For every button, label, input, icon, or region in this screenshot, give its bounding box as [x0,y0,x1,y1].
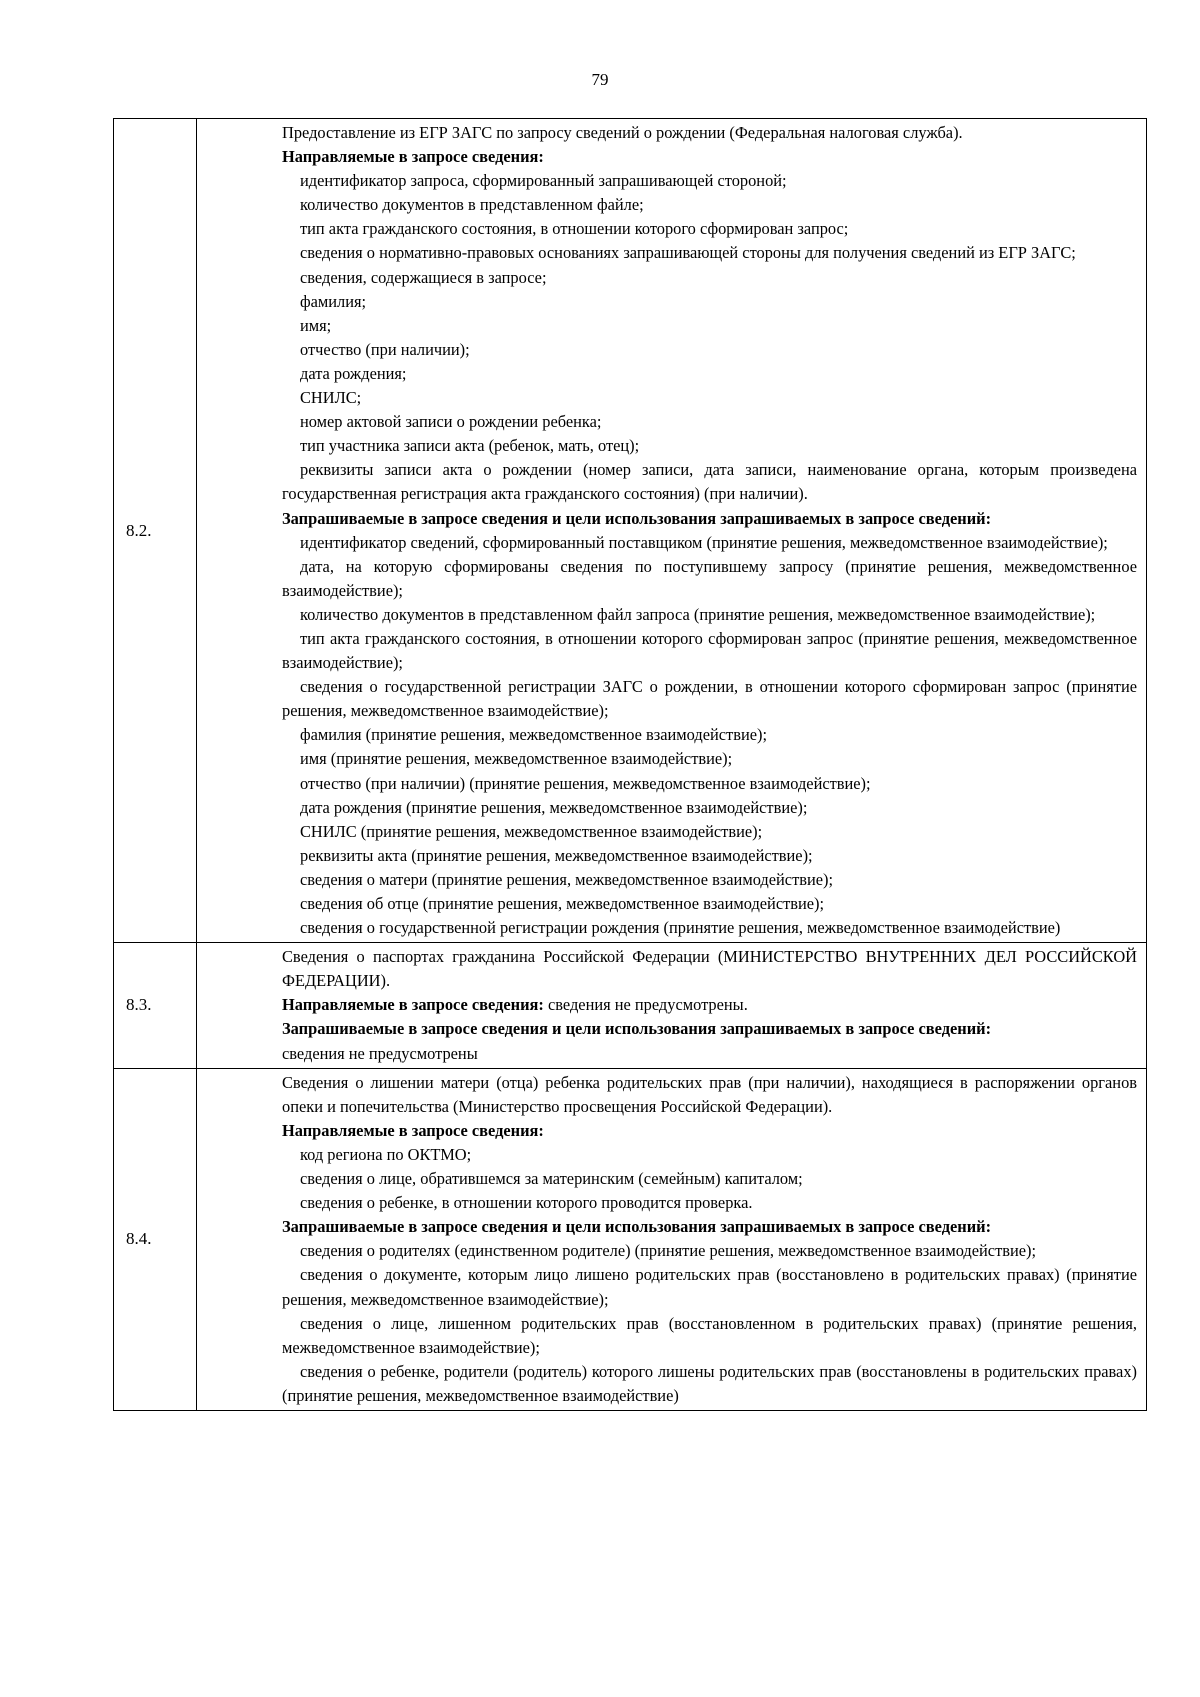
list-item: сведения о лице, обратившемся за материнским (семейным) капиталом; [300,1169,803,1189]
list-item: тип акта гражданского состояния, в отношении которого сформирован запрос; [300,219,849,239]
list-item: СНИЛС; [300,388,362,408]
list-item: сведения о государственной регистрации ЗАГС о рождении, в отношении которого сформирован запрос (принятие решения, межведомственное взаимодействие); [282,677,1137,721]
list-item: сведения о государственной регистрации рождения (принятие решения, межведомственное взаимодействие) [300,918,1061,938]
row-number: 8.2. [114,119,197,943]
list-item: сведения о матери (принятие решения, межведомственное взаимодействие); [300,869,834,889]
list-item: сведения о документе, которым лицо лишено родительских прав (восстановлено в родительских правах) (принятие решения, межведомственное взаимодействие); [282,1265,1137,1309]
list-item: сведения о ребенке, в отношении которого проводится проверка. [300,1193,753,1213]
row-number: 8.4. [114,1068,197,1410]
row-title: Предоставление из ЕГР ЗАГС по запросу сведений о рождении (Федеральная налоговая служба). [282,123,963,142]
list-item: сведения о нормативно-правовых основаниях запрашивающей стороны для получения сведений из ЕГР ЗАГС; [300,243,1076,263]
requested-heading: Запрашиваемые в запросе сведения и цели использования запрашиваемых в запросе сведений: [282,508,992,528]
table-row [114,119,1147,943]
row-title: Сведения о лишении матери (отца) ребенка родительских прав (при наличии), находящиеся в распоряжении органов опеки и попечительства (Министерство просвещения Российской Федерации). [282,1072,1137,1116]
row-number: 8.3. [114,943,197,1068]
list-item: сведения о лице, лишенном родительских прав (восстановленном в родительских правах) (принятие решения, межведомственное взаимодействие); [282,1313,1137,1357]
list-item: отчество (при наличии); [300,339,470,359]
list-item: сведения об отце (принятие решения, межведомственное взаимодействие); [300,894,825,913]
sent-heading: Направляемые в запросе сведения: [282,1120,544,1140]
row-content [197,943,1147,1068]
list-item: идентификатор запроса, сформированный запрашивающей стороной; [300,171,787,191]
list-item: СНИЛС (принятие решения, межведомственное взаимодействие); [300,821,763,841]
list-item: количество документов в представленном файл запроса (принятие решения, межведомственное взаимодействие); [300,604,1096,624]
list-item: сведения о ребенке, родители (родитель) которого лишены родительских прав (восстановлены в родительских правах) (принятие решения, межведомственное взаимодействие) [282,1361,1137,1405]
sent-heading-line [282,993,1137,1017]
list-item: тип участника записи акта (ребенок, мать, отец); [300,436,640,456]
list-item: имя (принятие решения, межведомственное взаимодействие); [300,749,733,769]
document-table [113,118,1147,1411]
list-item: идентификатор сведений, сформированный поставщиком (принятие решения, межведомственное взаимодействие); [300,532,1108,552]
row-content [197,119,1147,943]
table-row [114,1068,1147,1410]
sent-heading: Направляемые в запросе сведения: [282,147,544,167]
list-item: дата рождения; [300,363,407,383]
list-item: фамилия (принятие решения, межведомственное взаимодействие); [300,725,767,745]
list-item: сведения, содержащиеся в запросе; [300,267,547,287]
row-title: Сведения о паспортах гражданина Российской Федерации (МИНИСТЕРСТВО ВНУТРЕННИХ ДЕЛ РОССИЙСКОЙ ФЕДЕРАЦИИ). [282,947,1137,991]
sent-heading: Направляемые в запросе сведения: [282,995,544,1015]
page-number: 79 [591,70,609,89]
list-item: отчество (при наличии) (принятие решения, межведомственное взаимодействие); [300,773,871,793]
list-item: имя; [300,315,332,335]
list-item: дата рождения (принятие решения, межведомственное взаимодействие); [300,797,808,817]
list-item: дата, на которую сформированы сведения по поступившему запросу (принятие решения, межведомственное взаимодействие); [282,556,1137,600]
list-item: реквизиты записи акта о рождении (номер записи, дата записи, наименование органа, которым произведена государственная регистрация акта гражданского состояния) (при наличии). [282,460,1137,504]
requested-text: сведения не предусмотрены [282,1043,478,1063]
requested-heading: Запрашиваемые в запросе сведения и цели использования запрашиваемых в запросе сведений: [282,1217,992,1237]
sent-inline-text: сведения не предусмотрены. [543,995,748,1015]
list-item: реквизиты акта (принятие решения, межведомственное взаимодействие); [300,845,813,865]
requested-heading: Запрашиваемые в запросе сведения и цели использования запрашиваемых в запросе сведений: [282,1019,992,1039]
list-item: количество документов в представленном файле; [300,195,644,215]
list-item: сведения о родителях (единственном родителе) (принятие решения, межведомственное взаимодействие); [300,1241,1037,1261]
row-content [197,1068,1147,1410]
list-item: фамилия; [300,291,367,311]
list-item: тип акта гражданского состояния, в отношении которого сформирован запрос (принятие решения, межведомственное взаимодействие); [282,628,1137,673]
list-item: код региона по ОКТМО; [300,1144,472,1164]
table-row [114,943,1147,1068]
list-item: номер актовой записи о рождении ребенка; [300,412,602,432]
